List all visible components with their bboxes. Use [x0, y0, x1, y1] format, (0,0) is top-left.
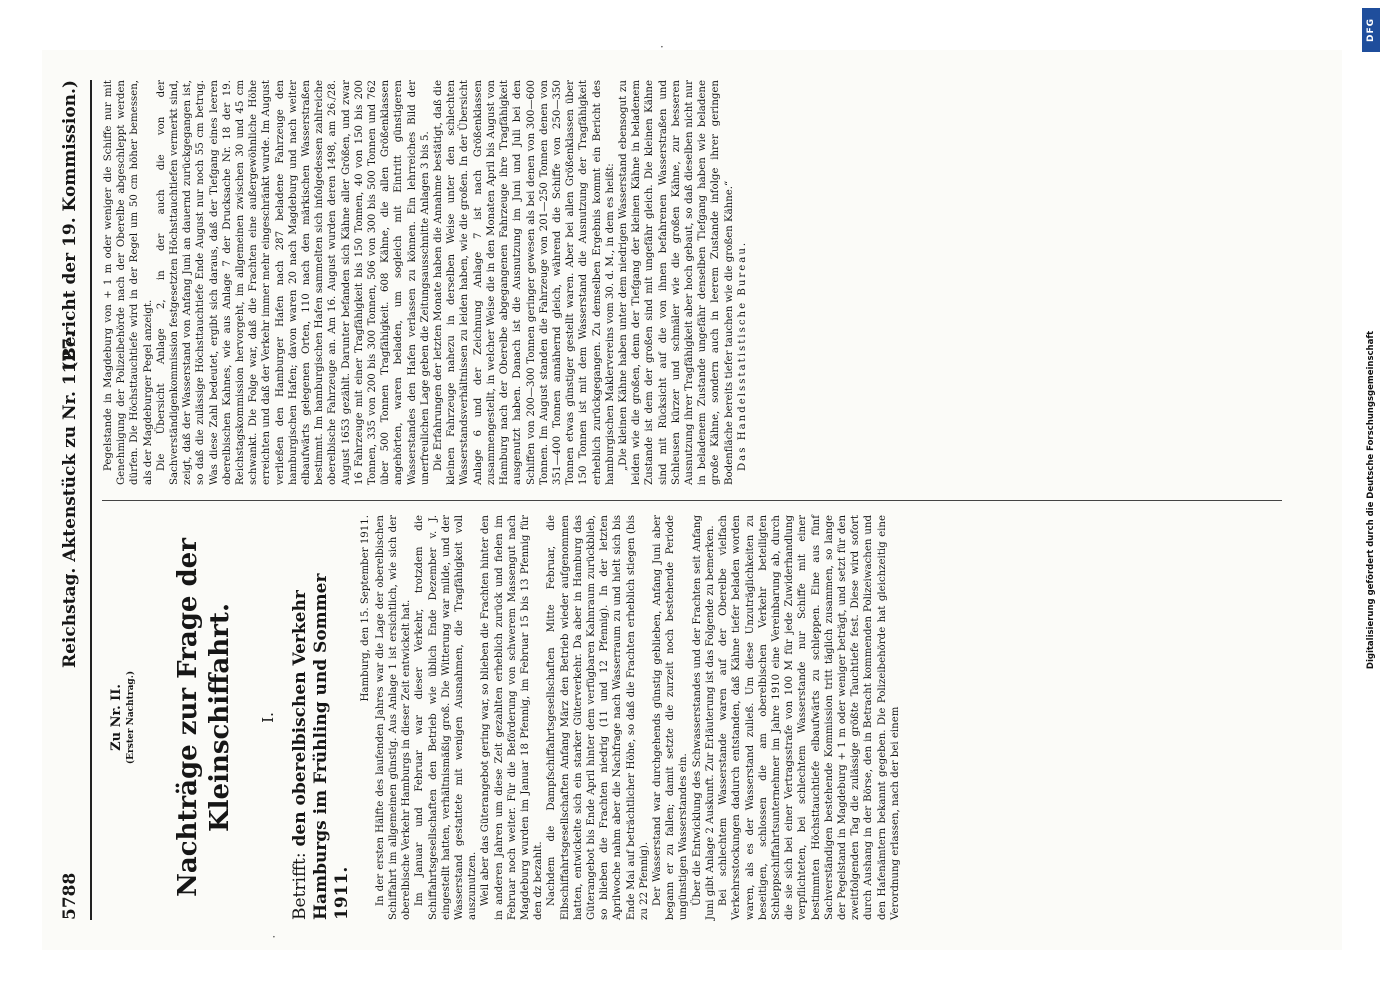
section-heading: Zu Nr. II.	[108, 684, 124, 751]
dateline: Hamburg, den 15. September 1911.	[359, 515, 371, 702]
header-rule	[90, 80, 92, 920]
right-column	[102, 80, 749, 485]
subject-line	[289, 515, 352, 920]
signature: Das Handelsstatistische Bureau.	[736, 240, 748, 471]
left-column	[102, 515, 902, 920]
document-page	[42, 50, 1342, 950]
digitization-note	[1361, 0, 1381, 1000]
part-numeral: I.	[258, 712, 277, 723]
column-divider	[102, 500, 1282, 501]
paragraph: Weil aber das Güterangebot gering war, so blieben die Frachten hinter den in anderen Jahren um diese Zeit gezahlten erheblich zurück und fielen im Februar noch weiter. Für die Beförderung von schwerem Massengut nach Magdeburg wurden im Januar 18 Pfennig, im Februar 15 bis 13 Pfennig für den dz bezahlt.	[479, 515, 544, 920]
paragraph: Die Erfahrungen der letzten Monate haben die Annahme bestätigt, daß die kleinen Fahrzeuge nahezu in derselben Weise unter den schlechten Wasserstandsverhältnissen zu leiden haben, wie die großen. In der Übersicht Anlage 6 und der Zeichnung Anlage 7 ist nach Größenklassen zusammengestellt, in welcher Weise die in den Monaten April bis August von Hamburg nach der Oberelbe abgegangenen Fahrzeuge ihre Tragfähigkeit ausgenutzt haben. Danach ist die Ausnutzung im Juni und Juli bei den Schiffen von 200—300 Tonnen geringer gewesen als bei denen von 300—600 Tonnen. Im August standen die Fahrzeuge von 201—250 Tonnen denen von 351—400 Tonnen annähernd gleich, während die Schiffe von 250—350 Tonnen etwas günstiger gestellt waren. Aber bei allen Größenklassen über 150 Tonnen ist mit dem Wasserstand die Ausnutzung der Tragfähigkeit erheblich zurückgegangen. Zu demselben Ergebnis kommt ein Bericht des hamburgischen Maklervereins vom 30. d. M., in dem es heißt:	[432, 80, 616, 485]
section-subheading: (Erster Nachtrag.)	[125, 670, 136, 765]
margin-mark: ·	[272, 930, 276, 944]
page-number: 5788	[59, 872, 80, 920]
paragraph: Über die Entwicklung des Schwasserstandes und der Frachten seit Anfang Juni gibt Anlage 2 Auskunft. Zur Erläuterung ist das Folgende zu bemerken.	[691, 515, 716, 920]
header-commission: (Bericht der 19. Kommission.)	[59, 80, 80, 370]
subject-text: den oberelbischen Verkehr Hamburgs im Frühling und Sommer 1911.	[289, 573, 352, 920]
page-title: Nachträge zur Frage der Kleinschiffahrt.	[172, 538, 235, 897]
header-title: Reichstag. Aktenstück zu Nr. 1127.	[59, 331, 80, 669]
paragraph: Der Wasserstand war durchgehends günstig geblieben, Anfang Juni aber begann er zu fallen; damit setzte die zurzeit noch bestehende Periode ungünstigen Wasserstandes ein.	[651, 515, 689, 920]
paragraph: In der ersten Hälfte des laufenden Jahres war die Lage der oberelbischen Schiffahrt im allgemeinen günstig. Aus Anlage 1 ist ersichtlich, wie sich der oberelbische Verkehr Hamburgs in dieser Zeit entwickelt hat.	[374, 515, 412, 920]
dfg-logo-text: DFG	[1366, 17, 1377, 43]
paragraph: Im Januar und Februar war dieser Verkehr, trotzdem die Schiffahrtsgesellschaften den Betrieb wie üblich Ende Dezember v. J. eingestellt hatten, verhältnismäßig groß. Die Witterung war milde, und der Wasserstand gestattete mit wenigen Ausnahmen, die Tragfähigkeit voll auszunutzen.	[413, 515, 478, 920]
quoted-paragraph: „Die kleinen Kähne haben unter dem niedrigen Wasserstand ebensogut zu leiden wie die großen, denn der Tiefgang der kleinen Kähne in beladenem Zustande ist dem der großen sind mit ungefähr gleich. Die kleinen Kähne sind mit Rücksicht auf die von ihnen befahrenen Wasserstraßen und Schleusen kürzer und schmäler wie die großen Kähne, zur besseren Ausnutzung ihrer Tragfähigkeit aber hoch gebaut, so daß dieselben nicht nur in beladenem Zustande ungefähr denselben Tiefgang haben wie beladene große Kähne, sondern auch in leerem Zustande infolge ihrer geringen Bodenfläche bereits tiefer tauchen wie die großen Kähne.“	[617, 80, 735, 485]
margin-mark: ·	[660, 40, 664, 54]
paragraph: Nachdem die Dampfschiffahrtsgesellschaften Mitte Februar, die Elbschiffahrtsgesellschaften Anfang März den Betrieb wieder aufgenommen hatten, entwickelte sich ein starker Güterverkehr. Da aber in Hamburg das Güterangebot bis Ende April hinter dem verfügbaren Kahnraum zurückblieb, so blieben die Frachten niedrig (11 und 12 Pfennig). In der letzten Aprilwoche nahm aber die Nachfrage nach Wasserraum zu und hielt sich bis Ende Mai auf beträchtlicher Höhe, so daß die Frachten erheblich stiegen (bis zu 22 Pfennig).	[545, 515, 650, 920]
page-header	[56, 80, 86, 920]
subject-lead: Betrifft:	[289, 852, 310, 920]
digitization-text: Digitalisierung gefördert durch die Deutsche Forschungsgemeinschaft	[1366, 330, 1376, 670]
paragraph: Die Übersicht Anlage 2, in der auch die von der Sachverständigenkommission festgesetzten Höchsttauchtiefen vermerkt sind, zeigt, daß der Wasserstand von Anfang Juni an dauernd zurückgegangen ist, so daß die zulässige Höchsttauchtiefe Ende August nur noch 55 cm betrug. Was diese Zahl bedeutet, ergibt sich daraus, daß der Tiefgang eines leeren oberelbischen Kahnes, wie aus Anlage 7 der Drucksache Nr. 18 der 19. Reichstagskommission hervorgeht, im allgemeinen zwischen 30 und 45 cm schwankt. Die Folge war, daß die Frachten eine außergewöhnliche Höhe erreichten und daß der Verkehr immer mehr eingeschränkt wurde. Im August verließen den Hamburger Hafen nach 287 beladene Fahrzeuge den hamburgischen Hafen; davon waren 20 nach Magdeburg und nach weiter elbaufwärts gelegenen Orten, 110 nach den märkischen Wasserstraßen bestimmt. Im hamburgischen Hafen sammelten sich infolgedessen zahlreiche oberelbische Fahrzeuge an. Am 16. August wurden deren 1498, am 26./28. August 1653 gezählt. Darunter befanden sich Kähne aller Größen, und zwar 16 Fahrzeuge mit einer Tragfähigkeit bis 150 Tonnen, 40 von 150 bis 200 Tonnen, 335 von 200 bis 300 Tonnen, 506 von 300 bis 500 Tonnen und 762 über 500 Tonnen Tragfähigkeit. 608 Kähne, die allen Größenklassen angehörten, waren beladen, um sogleich mit Eintritt günstigeren Wasserstandes den Hafen verlassen zu können. Ein lehrreiches Bild der unerfreulichen Lage geben die Zeitungsausschnitte Anlagen 3 bis 5.	[155, 80, 431, 485]
paragraph: Bei schlechtem Wasserstande waren auf der Oberelbe vielfach Verkehrsstockungen dadurch entstanden, daß Kähne tiefer beladen worden waren, als es der Wasserstand zuließ. Um diese Unzuträglichkeiten zu beseitigen, schlossen die am oberelbischen Verkehr beteiligten Schleppschiffahrtsunternehmer im Jahre 1910 eine Vereinbarung ab, durch die sie sich bei einer Vertragsstrafe von 100 M für jede Zuwiderhandlung verpflichteten, bei schlechtem Wasserstande nur Schiffe mit einer bestimmten Höchsttauchtiefe elbaufwärts zu schleppen. Eine aus fünf Sachverständigen bestehende Kommission tritt täglich zusammen, so lange der Pegelstand in Magdeburg + 1 m oder weniger beträgt, und setzt für den zweitfolgenden Tag die zulässige größte Tauchtiefe fest. Diese wird sofort durch Aushang in der Börse, den in Betracht kommenden Polizeiwachen und den Hafenämtern bekannt gegeben. Die Polizeibehörde hat gleichzeitig eine Verordnung erlassen, nach der bei einem	[717, 515, 901, 920]
paragraph: Pegelstande in Magdeburg von + 1 m oder weniger die Schiffe nur mit Genehmigung der Polizeibehörde nach der Oberelbe abgeschleppt werden dürfen. Die Höchsttauchtiefe wird in der Regel um 50 cm höher bemessen, als der Magdeburger Pegel anzeigt.	[102, 80, 154, 485]
